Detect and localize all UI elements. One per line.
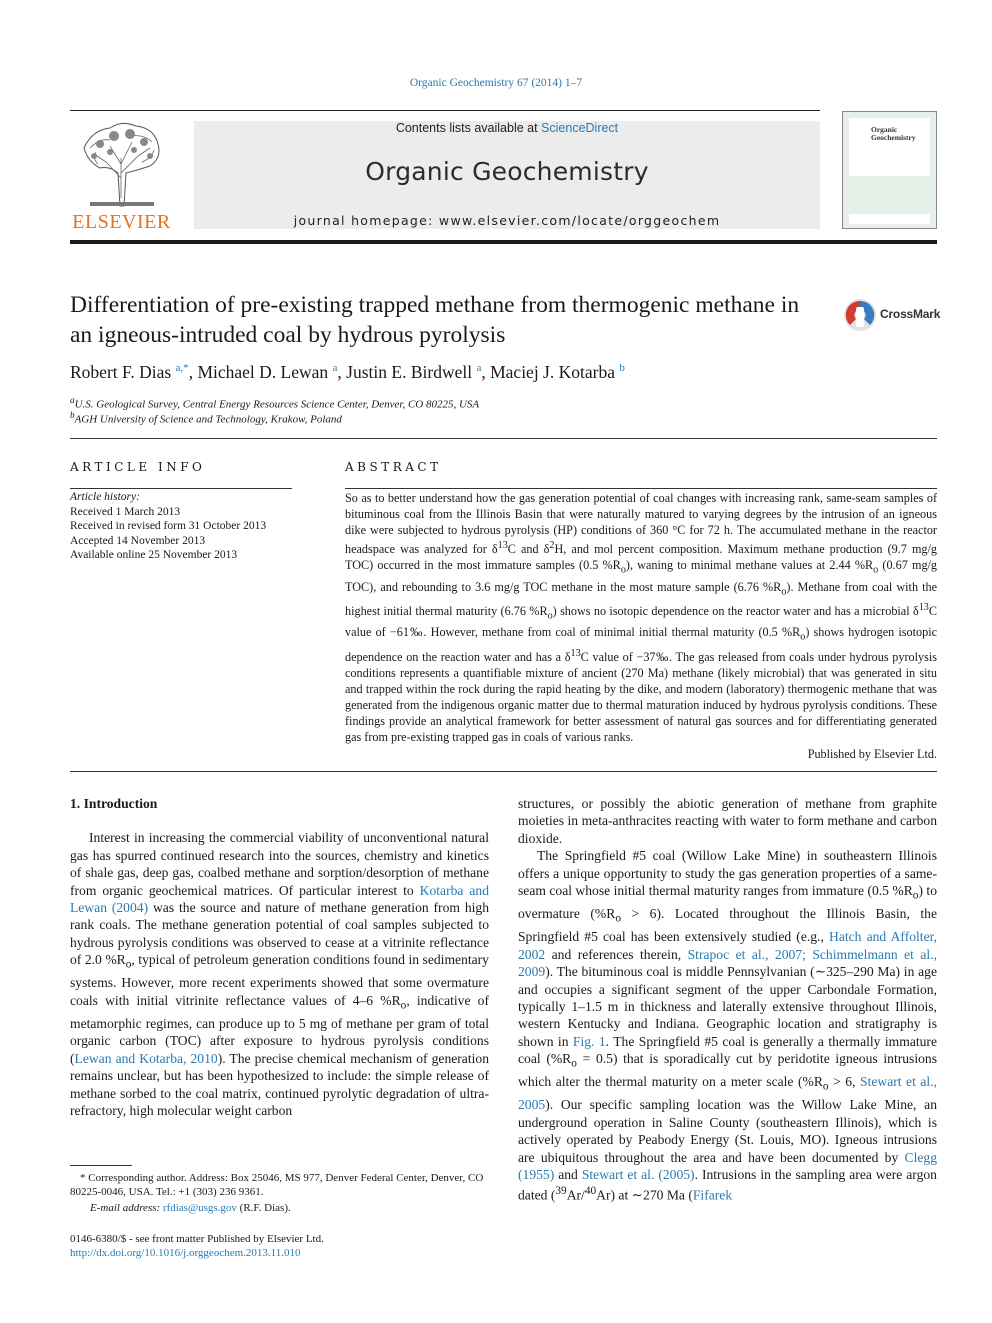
paragraph: Interest in increasing the commercial viability of unconventional natural gas has spurred continued research into the sources, chemistry and kinetics of shale gas, deep gas, coalbed methane and sorption/desorption of methane from organic geochemical matrices. Of particular interest to Kotarba and Lewan (2004) was the source and nature of methane generation from high rank coals. The methane generation potential of coal samples subjected to hydrous pyrolysis conditions was observed to cease at a vitrinite reflectance of 2.0 $\%R_o$, typical of petroleum generation conditions found in sedimentary systems. However, more recent experiments showed that some overmature coals with initial vitrinite reflectance values of 4–6 $\%R_o$, indicative of metamorphic regimes, can produce up to 5 mg of methane per gram of total organic carbon (TOC) after exposure to hydrous pyrolysis conditions (Lewan and Kotarba, 2010). The precise chemical mechanism of generation remains unclear, but has been hypothesized to include: the simple release of methane sorbed to the coal matrix, continued pyrolytic degradation of ultra-refractory, high molecular weight carbon	[70, 830, 489, 1118]
reference-link[interactable]: Fifarek	[692, 1187, 733, 1203]
article-title: Differentiation of pre-existing trapped methane from thermogenic methane in an igneous-intruded coal by hydrous pyrolysis	[70, 292, 800, 348]
corresponding-author-note: * Corresponding author. Address: Box 25046, MS 977, Denver Federal Center, Denver, CO 80225-0046, USA. Tel.: +1 (303) 236 9361.	[70, 1172, 484, 1198]
figure-link[interactable]: Fig. 1	[572, 1033, 606, 1049]
issn-line: 0146-6380/$ - see front matter Published by Elsevier Ltd.	[70, 1233, 324, 1245]
history-label: Article history:	[70, 491, 140, 503]
divider	[70, 488, 292, 489]
affiliation-text: U.S. Geological Survey, Central Energy Resources Science Center, Denver, CO 80225, USA	[74, 398, 480, 411]
cover-title: Organic Geochemistry	[871, 125, 916, 142]
author-affiliation-mark[interactable]: a	[332, 362, 338, 375]
cover-panel	[849, 118, 930, 176]
email-link[interactable]: rfdias@usgs.gov	[162, 1202, 237, 1214]
author-name[interactable]: Michael D. Lewan	[197, 362, 329, 382]
affiliation-mark: b	[70, 410, 75, 420]
reference-link[interactable]: Stewart et al. (2005)	[581, 1167, 695, 1182]
paragraph: The Springfield #5 coal (Willow Lake Mine) in southeastern Illinois offers a unique opportunity to study the gas generation properties of a same-seam coal whose initial thermal maturity ranges from immature (0.5 $\%R_o$) to overmature $(\%R_o > 6)$. Located throughout the Illinois Basin, the Springfield #5 coal has been extensively studied (e.g., Hatch and Affolter, 2002 and references therein, Strapoc et al., 2007; Schimmelmann et al., 2009). The bituminous coal is middle Pennsylvanian (∼325–290 Ma) in age and occupies a significant segment of the upper Carbondale Formation, typically 1–1.5 m in thickness and laterally extensive throughout Illinois, western Kentucky and Indiana. Geographic location and stratigraphy is shown in Fig. 1. The Springfield #5 coal is generally a thermally immature coal $(\%R_o = 0.5)$ that is sporadically cut by peridotite igneous intrusions which alter the thermal maturity on a meter scale ($\%R_o > 6$, Stewart et al., 2005). Our specific sampling location was the Willow Lake Mine, an underground operation in Saline County (southeastern Illinois), which is actively operated by Peabody Energy (St. Louis, MO). Igneous intrusions are ubiquitous throughout the area and have been documented by Clegg (1955) and Stewart et al. (2005). Intrusions in the sampling area were argon dated ($^{39}$Ar/$^{40}$Ar) at ∼270 Ma (Fifarek	[518, 848, 938, 1203]
history-item: Received in revised form 31 October 2013	[70, 520, 267, 532]
body-column-left	[70, 795, 489, 1119]
cover-footer	[849, 214, 930, 224]
section-heading: 1. Introduction	[70, 796, 158, 811]
article-info-heading: ARTICLE INFO	[70, 460, 206, 474]
affiliation	[70, 395, 479, 411]
paragraph: structures, or possibly the abiotic generation of methane from graphite moieties in meta-anthracites reacting with water to form methane and carbon dioxide.	[518, 796, 937, 846]
article-history	[70, 490, 310, 563]
published-by: Published by Elsevier Ltd.	[807, 747, 937, 761]
history-item: Accepted 14 November 2013	[70, 534, 206, 547]
sciencedirect-link[interactable]: ScienceDirect	[541, 121, 619, 135]
journal-homepage[interactable]: journal homepage: www.elsevier.com/locate/orggeochem	[293, 213, 721, 228]
doi-link[interactable]: http://dx.doi.org/10.1016/j.orggeochem.2013.11.010	[70, 1247, 301, 1259]
history-item: Available online 25 November 2013	[70, 549, 238, 561]
journal-title: Organic Geochemistry	[365, 157, 649, 186]
abstract-heading: ABSTRACT	[345, 460, 442, 474]
divider	[70, 771, 937, 772]
reference-link[interactable]: Stewart et al., 2005	[518, 1074, 938, 1113]
abstract-text: So as to better understand how the gas generation potential of coal changes with increasing rank, same-seam samples of bituminous coal from the Illinois Basin that were naturally matured to varying degrees by the intrusion of an igneous dike were subjected to hydrous pyrolysis (HP) conditions of 360 °C for 72 h. The accumulated methane in the reactor headspace was analyzed for $\delta^{13}C$ and $\delta^2H$, and mol percent composition. Maximum methane production (9.7 mg/g TOC) occurred in the most immature samples (0.5 $\%R_o$), waning to minimal methane values at 2.44 $\%R_o$ (0.67 mg/g TOC), and rebounding to 3.6 mg/g TOC methane in the most mature sample (6.76 $\%R_o$). Methane from coal with the highest initial thermal maturity (6.76 $\%R_o$) shows no isotopic dependence on the reactor water and has a microbial $\delta^{13}C$ value of −61‰. However, methane from coal of minimal initial thermal maturity (0.5 $\%R_o$) shows hydrogen isotopic dependence on the reaction water and has a $\delta^{13}C$ value of −37‰. The gas released from coals under hydrous pyrolysis conditions represents a quantifiable mixture of ancient (270 Ma) methane (likely microbial) that was generated in situ and trapped within the rock during the rapid heating by the dike, and modern (laboratory) thermogenic methane that was generated from the indigenous organic matter due to thermal maturation induced by hydrous pyrolysis conditions. These findings provide an analytical framework for better assessment of natural gas sources and for differentiating generated gas from pre-existing trapped gas in coals of various ranks.	[345, 491, 938, 744]
author-name[interactable]: Robert F. Dias	[70, 362, 172, 382]
contents-line	[194, 121, 820, 135]
contents-prefix: Contents lists available at	[395, 121, 542, 135]
affiliation-mark: a	[70, 395, 75, 405]
journal-citation[interactable]: Organic Geochemistry 67 (2014) 1–7	[409, 77, 583, 89]
header-rule	[70, 110, 820, 111]
email-note	[90, 1201, 489, 1215]
author-list: Robert F. Dias $^{a,*}$, Michael D. Lewan $^a$, Justin E. Birdwell $^a$, Maciej J. Kotarba $^b$	[70, 362, 625, 382]
crossmark-icon[interactable]	[842, 297, 878, 333]
header-thick-rule	[70, 240, 937, 244]
email-label: E-mail address:	[90, 1202, 163, 1214]
elsevier-wordmark: ELSEVIER	[72, 211, 171, 233]
author-affiliation-mark[interactable]: a	[476, 362, 482, 375]
divider	[70, 438, 937, 439]
journal-cover-thumbnail	[842, 111, 937, 229]
reference-link[interactable]: Lewan and Kotarba, 2010	[74, 1050, 218, 1066]
body-column-right	[518, 795, 937, 1204]
reference-link[interactable]: Hatch and Affolter, 2002	[518, 929, 937, 962]
reference-link[interactable]: Kotarba and Lewan (2004)	[70, 882, 489, 916]
author-name[interactable]: Maciej J. Kotarba	[490, 362, 615, 382]
divider	[345, 488, 937, 489]
author-affiliation-mark[interactable]: a,*	[175, 362, 189, 375]
footnote-rule	[70, 1165, 132, 1166]
reference-link[interactable]: Strapoc et al., 2007; Schimmelmann et al., 2009	[518, 946, 937, 980]
email-suffix: (R.F. Dias).	[236, 1202, 291, 1214]
affiliation	[70, 410, 342, 426]
author-affiliation-mark[interactable]: b	[619, 362, 625, 375]
affiliation-text: AGH University of Science and Technology, Krakow, Poland	[74, 413, 342, 426]
author-name[interactable]: Justin E. Birdwell	[346, 362, 473, 382]
history-item: Received 1 March 2013	[70, 505, 181, 518]
reference-link[interactable]: Clegg (1955)	[518, 1149, 937, 1182]
crossmark-label[interactable]: CrossMark	[880, 307, 941, 321]
